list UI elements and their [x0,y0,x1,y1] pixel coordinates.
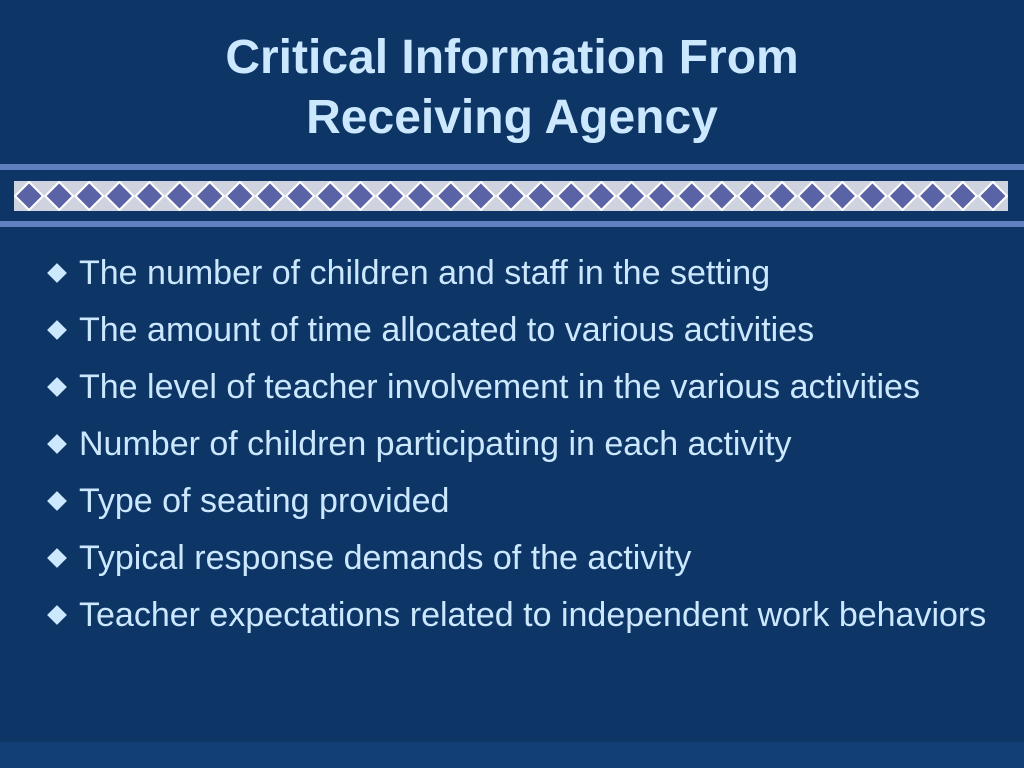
diamond-pattern-icon [286,182,314,210]
bullet-text: Teacher expectations related to independent work behaviors [79,596,987,634]
diamond-pattern-icon [226,182,254,210]
diamond-bullet-icon [47,377,67,397]
slide-title-line-2: Receiving Agency [306,91,718,144]
diamond-pattern-icon [648,182,676,210]
diamond-pattern-icon [346,182,374,210]
diamond-pattern-icon [497,182,525,210]
diamond-pattern-icon [256,182,284,210]
diamond-bullet-icon [47,320,67,340]
diamond-pattern-icon [196,182,224,210]
bullet-item [44,478,994,525]
diamond-pattern-icon [316,182,344,210]
bullet-item [44,421,994,468]
bullet-item [44,592,994,639]
diamond-bullet-icon [47,491,67,511]
bullet-text: Type of seating provided [79,482,450,520]
diamond-pattern-icon [979,182,1007,210]
diamond-pattern-icon [798,182,826,210]
bullet-list [44,250,994,649]
diamond-bullet-icon [47,605,67,625]
bullet-text: Number of children participating in each activity [79,425,792,463]
diamond-pattern-icon [557,182,585,210]
top-rule [0,164,1024,170]
diamond-pattern-icon [437,182,465,210]
diamond-bullet-icon [47,548,67,568]
bullet-text: The number of children and staff in the setting [79,254,771,292]
footer-strip [0,742,1024,768]
diamond-pattern-icon [407,182,435,210]
diamond-pattern-icon [858,182,886,210]
diamond-pattern-icon [708,182,736,210]
bullet-item [44,250,994,297]
bullet-text: The amount of time allocated to various activities [79,311,815,349]
slide-title [0,28,1024,148]
diamond-pattern-icon [678,182,706,210]
diamond-pattern-icon [587,182,615,210]
bottom-rule [0,221,1024,227]
diamond-pattern-icon [166,182,194,210]
diamond-pattern-icon [136,182,164,210]
diamond-bullet-icon [47,263,67,283]
bullet-item [44,364,994,411]
bullet-text: The level of teacher involvement in the various activities [79,368,920,406]
diamond-pattern-icon [949,182,977,210]
diamond-pattern-icon [75,182,103,210]
diamond-pattern-icon [467,182,495,210]
bullet-item [44,307,994,354]
diamond-pattern-icon [828,182,856,210]
diamond-pattern-icon [919,182,947,210]
diamond-pattern-icon [738,182,766,210]
diamond-pattern-icon [889,182,917,210]
bullet-text: Typical response demands of the activity [79,539,692,577]
diamond-pattern-icon [45,182,73,210]
diamond-pattern-band [14,181,1008,211]
diamond-pattern-icon [15,182,43,210]
diamond-pattern-icon [527,182,555,210]
bullet-item [44,535,994,582]
diamond-pattern-icon [105,182,133,210]
diamond-pattern-svg [14,181,1008,211]
diamond-pattern-icon [377,182,405,210]
diamond-bullet-icon [47,434,67,454]
diamond-pattern-icon [768,182,796,210]
slide-title-line-1: Critical Information From [225,31,799,84]
diamond-pattern-icon [617,182,645,210]
